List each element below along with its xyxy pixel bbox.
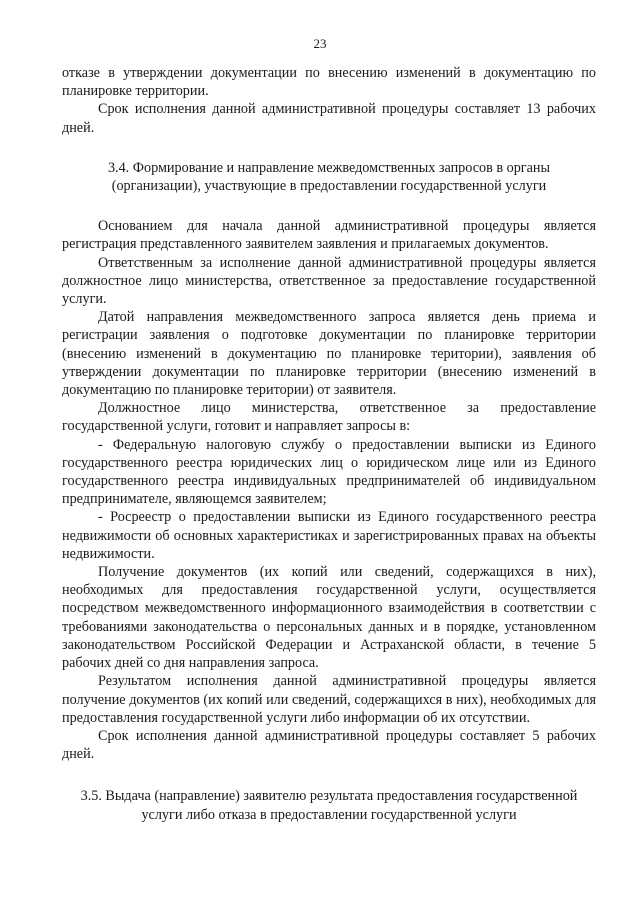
section-3-5-heading: 3.5. Выдача (направление) заявителю результата предоставления государственной услуги либо отказа в предоставлении государственной услуги	[80, 788, 578, 823]
paragraph-request-date: Датой направления межведомственного запроса является день приема и регистрации заявления о подготовке документации по планировке территории (внесению изменений в документацию по планировке територии), заявления об утверждении документации по планировке территории (внесению изменений в документацию по планировке територии) от заявителя.	[62, 309, 596, 399]
paragraph-official-requests: Должностное лицо министерства, ответственное за предоставление государственной услуги, готовит и направляет запросы в:	[62, 400, 596, 435]
paragraph-deadline-5-days: Срок исполнения данной административной процедуры составляет 5 рабочих дней.	[62, 727, 596, 763]
list-item-rosreestr: - Росреестр о предоставлении выписки из Единого государственного реестра недвижимости об основных характеристиках и зарегистрированных правах на объекты недвижимости.	[62, 509, 596, 562]
paragraph-receipt-of-documents: Получение документов (их копий или сведений, содержащихся в них), необходимых для предоставления государственной услуги, осуществляется посредством межведомственного информационного взаимодействия в соответствии с требованиями законодательства о персональных данных и в порядке, установленном законодательством Российской Федерации и Астраханской области, в течение 5 рабочих дней со дня направления запроса.	[62, 564, 596, 672]
section-3-4-heading: 3.4. Формирование и направление межведомственных запросов в органы (организации), участвующие в предоставлении государственной услуги	[107, 159, 551, 195]
list-item-tax-service: - Федеральную налоговую службу о предоставлении выписки из Единого государственного реестра юридических лиц о юридическом лице или из Единого государственного реестра индивидуальных предпринимателей об индивидуальном предпринимателе, являющемся заявителем;	[62, 436, 596, 508]
paragraph-continuation: отказе в утверждении документации по внесению изменений в документацию по планировке территории.	[62, 65, 596, 100]
document-body	[62, 64, 596, 846]
page-number: 23	[313, 36, 327, 51]
paragraph-basis: Основанием для начала данной административной процедуры является регистрация представленного заявителем заявления и прилагаемых документов.	[62, 218, 596, 253]
paragraph-responsible: Ответственным за исполнение данной административной процедуры является должностное лицо министерства, ответственное за предоставление государственной услуги.	[62, 254, 596, 308]
paragraph-result: Результатом исполнения данной административной процедуры является получение документов (их копий или сведений, содержащихся в них), необходимых для предоставления государственной услуги либо информации об их отсутствии.	[62, 673, 596, 726]
paragraph-deadline-13-days: Срок исполнения данной административной процедуры составляет 13 рабочих дней.	[62, 101, 596, 136]
